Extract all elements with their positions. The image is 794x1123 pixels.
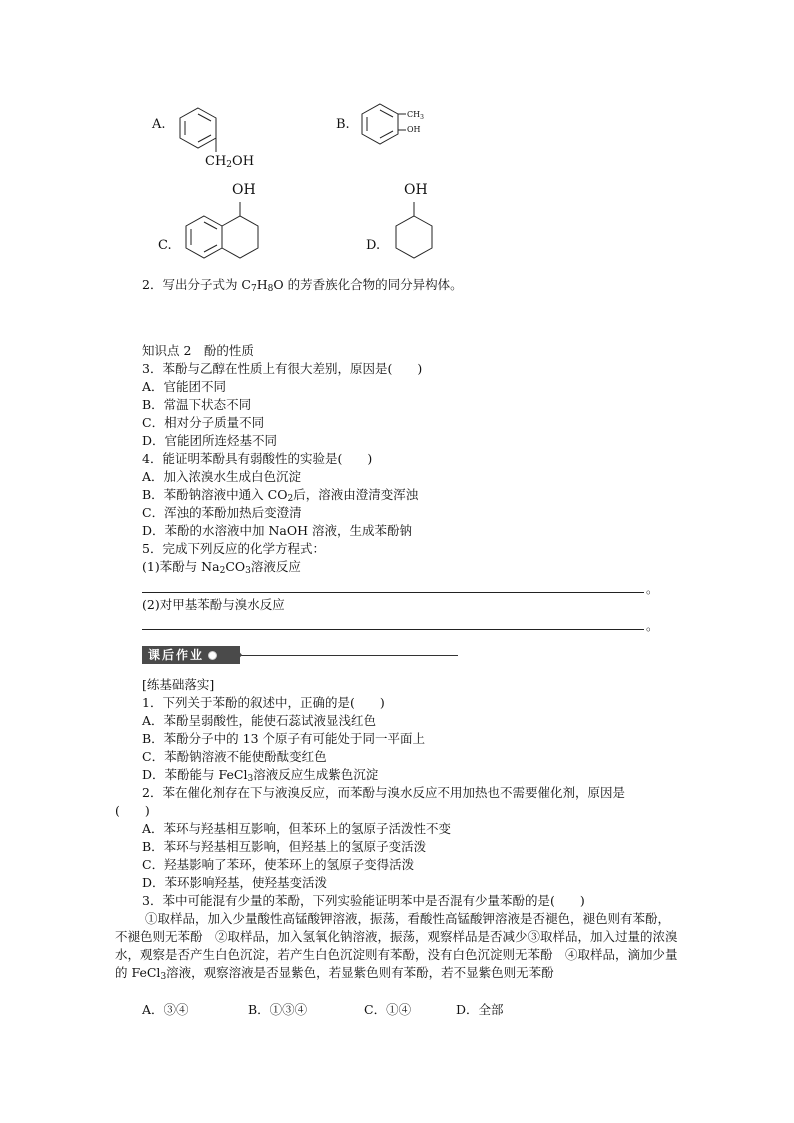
hw3-option-c: C．①④ <box>364 1002 412 1017</box>
banner-rule <box>240 655 458 656</box>
banner-dot-icon <box>208 651 217 660</box>
hw2-option-b: B．苯环与羟基相互影响，但羟基上的氢原子变活泼 <box>142 839 427 854</box>
answer-line-1 <box>142 592 644 593</box>
homework-banner: 课后作业 <box>142 646 240 664</box>
option-a-label: A. <box>152 117 166 132</box>
option-d-label: D. <box>366 238 381 253</box>
cyclohexanol-structure <box>392 200 438 274</box>
option-c-label: C. <box>158 238 172 253</box>
q4-option-b: B．苯酚钠溶液中通入 $CO_2$后，溶液由澄清变浑浊 <box>142 487 419 504</box>
hw3-option-b: B．①③④ <box>248 1002 308 1017</box>
tetralol-structure <box>182 200 266 274</box>
option-b-ch3: $CH_3$ <box>407 110 424 121</box>
hw2-option-c: C．羟基影响了苯环，使苯环上的氢原子变得活泼 <box>142 857 415 872</box>
option-b-label: B. <box>336 117 350 132</box>
homework-subhead: [练基础落实] <box>142 677 215 692</box>
hw3-option-a: A．③④ <box>142 1002 189 1017</box>
hw2-option-d: D．苯环影响羟基，使羟基变活泼 <box>142 875 328 890</box>
answer-period-1: 。 <box>646 581 659 596</box>
q3-option-d: D．官能团所连烃基不同 <box>142 433 278 448</box>
question-2: 2．写出分子式为 $C_7H_8O$ 的芳香族化合物的同分异构体。 <box>142 277 463 294</box>
q5-part-2: (2)对甲基苯酚与溴水反应 <box>142 597 285 612</box>
hw3-statements: ①取样品，加入少量酸性高锰酸钾溶液，振荡，看酸性高锰酸钾溶液是否褪色，褪色则有苯酚，不褪色则无苯酚 ②取样品，加入氢氧化钠溶液，振荡，观察样品是否减少③取样品，加入过量的浓溴水，观察是否产生白色沉淀，若产生白色沉淀则有苯酚，没有白色沉淀则无苯酚 ④取样品，滴加少量的 FeCl$_3$溶液，观察溶液是否显紫色，若显紫色则有苯酚，若不显紫色则无苯酚 <box>115 911 678 982</box>
hw-question-2-cont: ( ) <box>115 803 150 818</box>
q4-option-c: C．浑浊的苯酚加热后变澄清 <box>142 505 302 520</box>
section-title: 知识点 2 酚的性质 <box>142 343 254 358</box>
answer-period-2: 。 <box>646 618 659 633</box>
hw3-option-d: D．全部 <box>456 1002 504 1017</box>
question-3: 3．苯酚与乙醇在性质上有很大差别，原因是( ) <box>142 361 423 376</box>
hw-question-2: 2．苯在催化剂存在下与液溴反应，而苯酚与溴水反应不用加热也不需要催化剂，原因是 <box>142 785 625 800</box>
hw1-option-a: A．苯酚呈弱酸性，能使石蕊试液显浅红色 <box>142 713 377 728</box>
hw1-option-d: D．苯酚能与 FeCl$_3$溶液反应生成紫色沉淀 <box>142 767 379 784</box>
option-d-oh: OH <box>404 182 428 198</box>
option-b-oh: OH <box>407 125 421 134</box>
question-5: 5．完成下列反应的化学方程式： <box>142 541 325 556</box>
question-4: 4．能证明苯酚具有弱酸性的实验是( ) <box>142 451 373 466</box>
answer-line-2 <box>142 629 644 630</box>
hw-question-3: 3．苯中可能混有少量的苯酚，下列实验能证明苯中是否混有少量苯酚的是( ) <box>142 893 585 908</box>
banner-tip <box>236 648 242 662</box>
benzyl-alcohol-structure <box>176 106 220 152</box>
q5-part-1: (1)苯酚与 $Na_2CO_3$溶液反应 <box>142 559 301 576</box>
q3-option-a: A．官能团不同 <box>142 379 227 394</box>
option-c-oh: OH <box>232 182 256 198</box>
hw-question-1: 1．下列关于苯酚的叙述中，正确的是( ) <box>142 695 385 710</box>
q3-option-b: B．常温下状态不同 <box>142 397 252 412</box>
cresol-structure <box>358 102 408 146</box>
hw1-option-c: C．苯酚钠溶液不能使酚酞变红色 <box>142 749 327 764</box>
q4-option-d: D．苯酚的水溶液中加 NaOH 溶液，生成苯酚钠 <box>142 523 413 538</box>
hw1-option-b: B．苯酚分子中的 13 个原子有可能处于同一平面上 <box>142 731 426 746</box>
q3-option-c: C．相对分子质量不同 <box>142 415 265 430</box>
option-a-substituent: $CH_2OH$ <box>205 154 255 170</box>
hw2-option-a: A．苯环与羟基相互影响，但苯环上的氢原子活泼性不变 <box>142 821 452 836</box>
q4-option-a: A．加入浓溴水生成白色沉淀 <box>142 469 302 484</box>
